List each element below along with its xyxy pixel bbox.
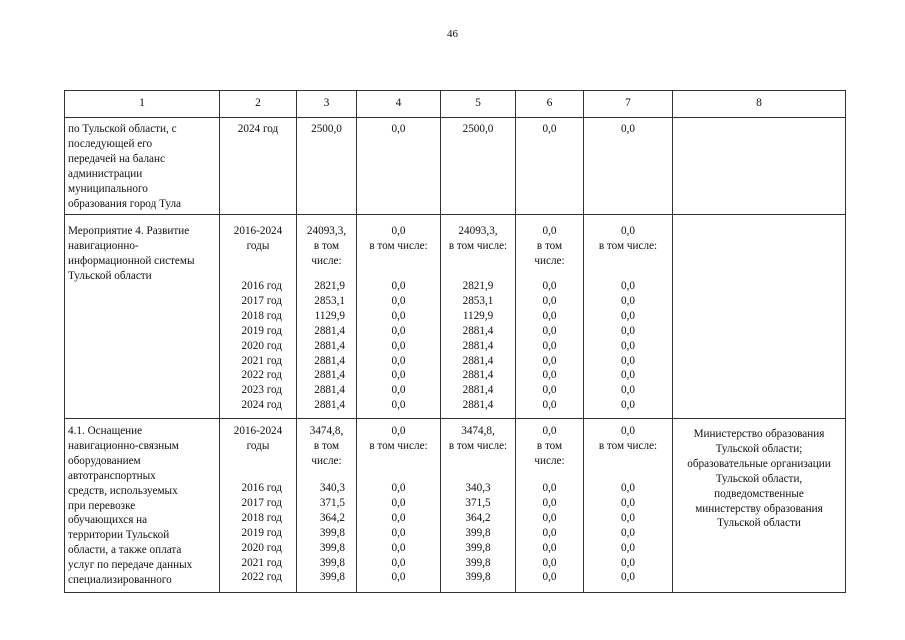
total-cell: 3474,8, в том числе: <box>309 425 344 467</box>
value-list: 340,3 371,5 364,2 399,8 399,8 399,8 399,8 <box>319 482 345 584</box>
activity-name: 4.1. Оснащение навигационно-связным оборудованием автотранспортных средств, используемых при перевозке обучающихся на территории Тульской области, а также оплата услуг по передаче данных специализированного <box>68 425 193 587</box>
value-list: 0,0 0,0 0,0 0,0 0,0 0,0 0,0 <box>391 482 406 584</box>
value-cell: 0,0 <box>391 123 406 135</box>
total-cell: 3474,8, в том числе: <box>448 425 508 452</box>
total-cell: 0,0 в том числе: <box>369 225 428 252</box>
year-cell: 2024 год <box>237 123 279 135</box>
header-cell: 3 <box>323 97 330 109</box>
row-divider <box>64 214 846 215</box>
header-cell: 6 <box>546 97 553 109</box>
total-cell: 0,0 в том числе: <box>534 225 565 267</box>
value-list: 0,0 0,0 0,0 0,0 0,0 0,0 0,0 0,0 0,0 <box>542 280 557 412</box>
table-border-bottom <box>64 592 846 593</box>
header-cell: 7 <box>625 97 631 109</box>
year-list: 2016 год 2017 год 2018 год 2019 год 2020 год 2021 год 2022 год <box>241 482 282 584</box>
total-cell: 0,0 в том числе: <box>534 425 565 467</box>
value-list: 0,0 0,0 0,0 0,0 0,0 0,0 0,0 0,0 0,0 <box>621 280 635 412</box>
year-list: 2016 год 2017 год 2018 год 2019 год 2020 год 2021 год 2022 год 2023 год 2024 год <box>241 280 282 412</box>
value-cell: 0,0 <box>621 123 635 135</box>
header-row-divider <box>64 117 846 118</box>
value-list: 0,0 0,0 0,0 0,0 0,0 0,0 0,0 0,0 0,0 <box>391 280 406 412</box>
row-divider <box>64 418 846 419</box>
value-cell: 2500,0 <box>462 123 494 135</box>
value-list: 0,0 0,0 0,0 0,0 0,0 0,0 0,0 <box>621 482 635 584</box>
value-list: 2821,9 2853,1 1129,9 2881,4 2881,4 2881,4 2881,4 2881,4 2881,4 <box>314 280 345 412</box>
period-cell: 2016-2024 годы <box>233 425 283 452</box>
total-cell: 24093,3, в том числе: <box>448 225 508 252</box>
responsible-executor: Министерство образования Тульской области; образовательные организации Тульской области, подведомственные министерству образования Тульской области <box>687 428 831 530</box>
total-cell: 0,0 в том числе: <box>369 425 428 452</box>
header-cell: 1 <box>139 97 145 109</box>
total-cell: 0,0 в том числе: <box>598 425 658 452</box>
period-cell: 2016-2024 годы <box>233 225 283 252</box>
total-cell: 0,0 в том числе: <box>598 225 658 252</box>
header-cell: 4 <box>395 97 402 109</box>
activity-name: по Тульской области, с последующей его передачей на баланс администрации муниципального образования город Тула <box>68 123 181 210</box>
value-cell: 0,0 <box>542 123 557 135</box>
total-cell: 24093,3, в том числе: <box>306 225 347 267</box>
header-cell: 5 <box>475 97 481 109</box>
value-cell: 2500,0 <box>311 123 342 135</box>
column-divider <box>845 90 846 593</box>
value-list: 2821,9 2853,1 1129,9 2881,4 2881,4 2881,4 2881,4 2881,4 2881,4 <box>462 280 494 412</box>
header-cell: 8 <box>756 97 762 109</box>
column-divider <box>64 90 65 593</box>
value-list: 0,0 0,0 0,0 0,0 0,0 0,0 0,0 <box>542 482 557 584</box>
table-border-top <box>64 90 846 91</box>
header-cell: 2 <box>255 97 261 109</box>
value-list: 340,3 371,5 364,2 399,8 399,8 399,8 399,8 <box>465 482 491 584</box>
activity-name: Мероприятие 4. Развитие навигационно- информационной системы Тульской области <box>68 225 195 282</box>
page-number: 46 <box>447 28 458 40</box>
